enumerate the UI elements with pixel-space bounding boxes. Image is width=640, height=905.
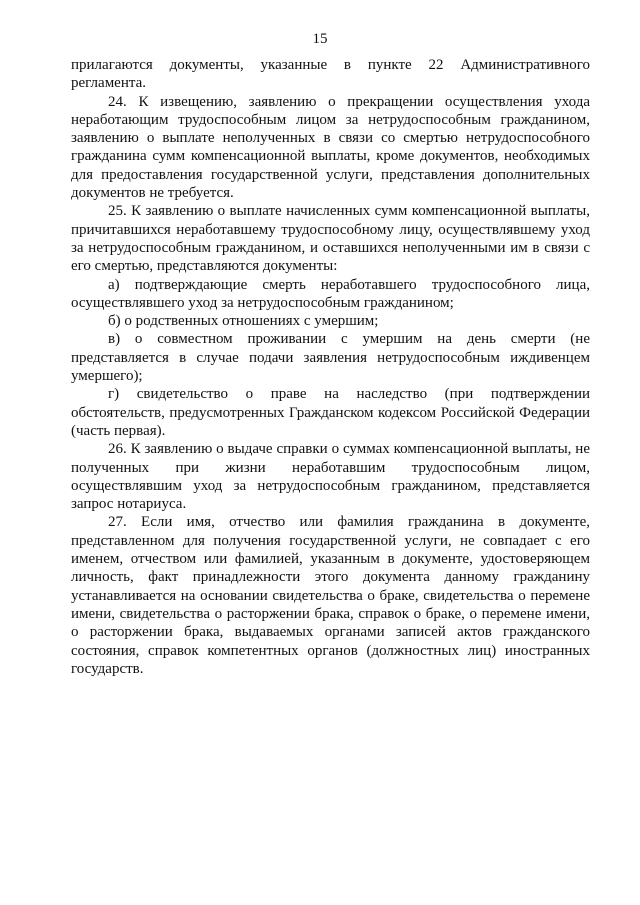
paragraph-25-item-v: в) о совместном проживании с умершим на день смерти (не представляется в случае подачи заявления нетрудоспособным иждивенцем умершего);	[71, 331, 590, 385]
paragraph-27: 27. Если имя, отчество или фамилия гражданина в документе, представленном для получения государственной услуги, не совпадает с его именем, отчеством или фамилией, указанным в документе, удостоверяющем личность, факт принадлежности этого документа данному гражданину устанавливается на основании свидетельства о браке, свидетельства о перемене имени, свидетельства о расторжении брака, справок о браке, о перемене имени, о расторжении брака, выдаваемых органами записей актов гражданского состояния, справок компетентных органов (должностных лиц) иностранных государств.	[71, 514, 590, 677]
paragraph-continuation: прилагаются документы, указанные в пункте 22 Административного регламента.	[71, 57, 590, 92]
paragraph-25-item-b: б) о родственных отношениях с умершим;	[108, 313, 379, 330]
paragraph-25-item-a: а) подтверждающие смерть неработавшего трудоспособного лица, осуществлявшего уход за нетрудоспособным гражданином;	[71, 276, 590, 311]
page-number: 15	[312, 31, 328, 47]
paragraph-25-item-g: г) свидетельство о праве на наследство (при подтверждении обстоятельств, предусмотренных Гражданском кодексом Российской Федерации (часть первая).	[71, 386, 590, 439]
paragraph-26: 26. К заявлению о выдаче справки о суммах компенсационной выплаты, не полученных при жизни неработавшим трудоспособным лицом, осуществлявшим уход за нетрудоспособным гражданином, представляется запрос нотариуса.	[71, 441, 590, 513]
paragraph-24: 24. К извещению, заявлению о прекращении осуществления ухода неработающим трудоспособным лицом за нетрудоспособным гражданином, заявлению о выплате неполученных в связи со смертью нетрудоспособного гражданина сумм компенсационной выплаты, кроме документов, необходимых для предоставления государственной услуги, представления дополнительных документов не требуется.	[71, 93, 590, 202]
document-body	[71, 56, 590, 678]
paragraph-25: 25. К заявлению о выплате начисленных сумм компенсационной выплаты, причитавшихся неработавшему трудоспособному лицу, осуществлявшему уход за нетрудоспособным гражданином, и оставшихся неполученными им в связи с его смертью, представляются документы:	[71, 203, 590, 275]
